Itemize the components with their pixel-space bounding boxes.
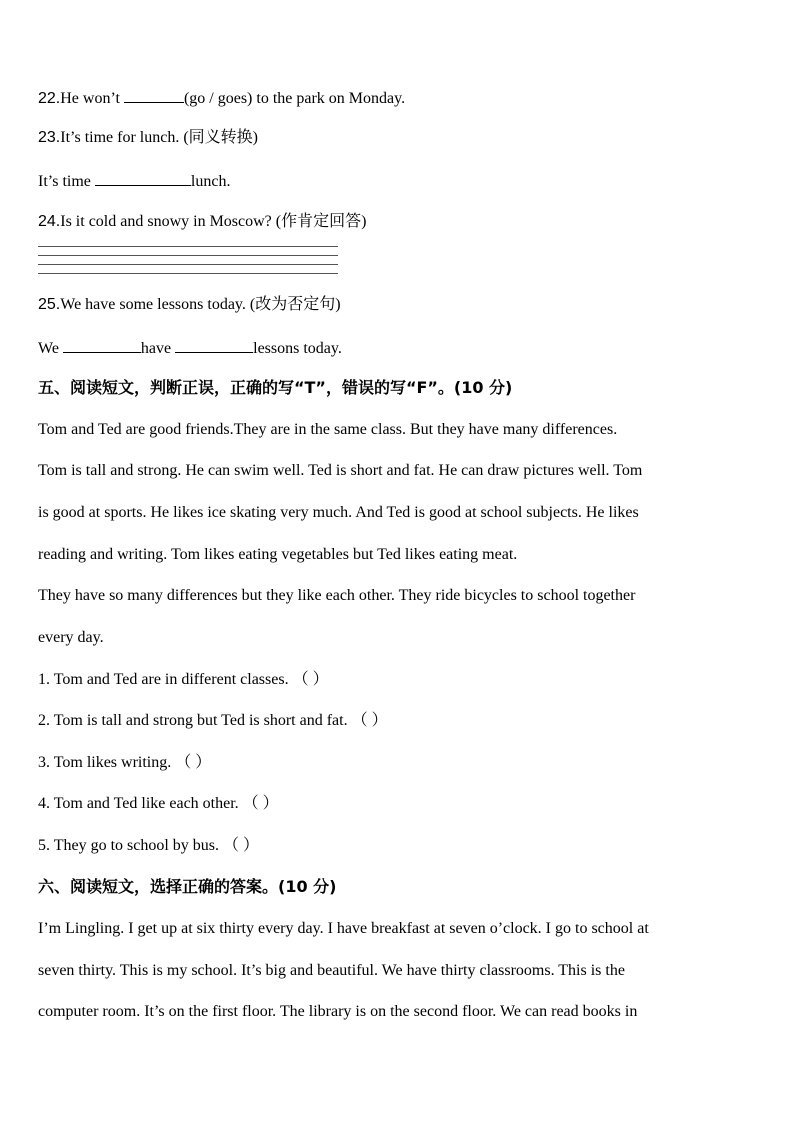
question-25-answer	[38, 337, 342, 359]
section-5-heading: 五、阅读短文，判断正误，正确的写“T”，错误的写“F”。(10 分)	[38, 378, 513, 397]
question-text-after: (go / goes) to the park on Monday.	[183, 90, 406, 107]
section-6-heading: 六、阅读短文，选择正确的答案。(10 分)	[38, 877, 337, 896]
question-text: We have some lessons today. (改为否定句)	[60, 296, 341, 313]
answer-blank[interactable]	[95, 170, 191, 186]
item-text: 5. They go to school by bus.	[38, 837, 220, 854]
true-false-item	[38, 753, 211, 773]
answer-blank[interactable]	[63, 337, 141, 353]
true-false-item	[38, 794, 279, 814]
passage-line: seven thirty. This is my school. It’s big and beautiful. We have thirty classrooms. This is the	[38, 962, 625, 979]
question-text: It’s time for lunch. (同义转换)	[60, 129, 258, 146]
item-text: 2. Tom is tall and strong but Ted is short and fat.	[38, 712, 348, 729]
passage-line: I’m Lingling. I get up at six thirty every day. I have breakfast at seven o’clock. I go to school at	[38, 920, 649, 937]
item-text: 3. Tom likes writing.	[38, 754, 172, 771]
question-23-answer	[38, 170, 230, 192]
passage-line: is good at sports. He likes ice skating very much. And Ted is good at school subjects. He likes	[38, 504, 639, 521]
answer-line[interactable]	[38, 255, 338, 256]
question-number: 23.	[38, 129, 61, 146]
passage-line: every day.	[38, 629, 104, 646]
true-false-item	[38, 711, 388, 731]
item-text: 4. Tom and Ted like each other.	[38, 795, 239, 812]
answer-parentheses[interactable]: （ ）	[223, 837, 260, 854]
passage-line: Tom and Ted are good friends.They are in the same class. But they have many differences.	[38, 421, 618, 438]
question-number: 22.	[38, 90, 61, 107]
answer-parentheses[interactable]: （ ）	[351, 712, 388, 729]
question-23	[38, 128, 258, 148]
question-24	[38, 212, 366, 232]
question-text: Is it cold and snowy in Moscow? (作肯定回答)	[60, 213, 367, 230]
answer-blank[interactable]	[124, 87, 184, 103]
passage-line: Tom is tall and strong. He can swim well. Ted is short and fat. He can draw pictures well. Tom	[38, 462, 643, 479]
answer-parentheses[interactable]: （ ）	[292, 671, 329, 688]
answer-text-3: lessons today.	[253, 340, 342, 357]
question-text-before: He won’t	[60, 90, 124, 107]
question-number: 25.	[38, 296, 61, 313]
true-false-item	[38, 836, 259, 856]
answer-text-after: lunch.	[190, 173, 231, 190]
answer-text-before: It’s time	[38, 173, 95, 190]
answer-parentheses[interactable]: （ ）	[175, 754, 212, 771]
answer-text-1: We	[38, 340, 63, 357]
answer-blank[interactable]	[175, 337, 253, 353]
true-false-item	[38, 670, 329, 690]
answer-line[interactable]	[38, 246, 338, 247]
item-text: 1. Tom and Ted are in different classes.	[38, 671, 289, 688]
question-25	[38, 295, 341, 315]
answer-parentheses[interactable]: （ ）	[242, 795, 279, 812]
passage-line: computer room. It’s on the first floor. The library is on the second floor. We can read books in	[38, 1003, 638, 1020]
answer-text-2: have	[140, 340, 176, 357]
answer-line[interactable]	[38, 273, 338, 274]
question-22	[38, 87, 405, 109]
question-number: 24.	[38, 213, 61, 230]
passage-line: reading and writing. Tom likes eating vegetables but Ted likes eating meat.	[38, 546, 518, 563]
passage-line: They have so many differences but they like each other. They ride bicycles to school together	[38, 587, 636, 604]
answer-line[interactable]	[38, 264, 338, 265]
